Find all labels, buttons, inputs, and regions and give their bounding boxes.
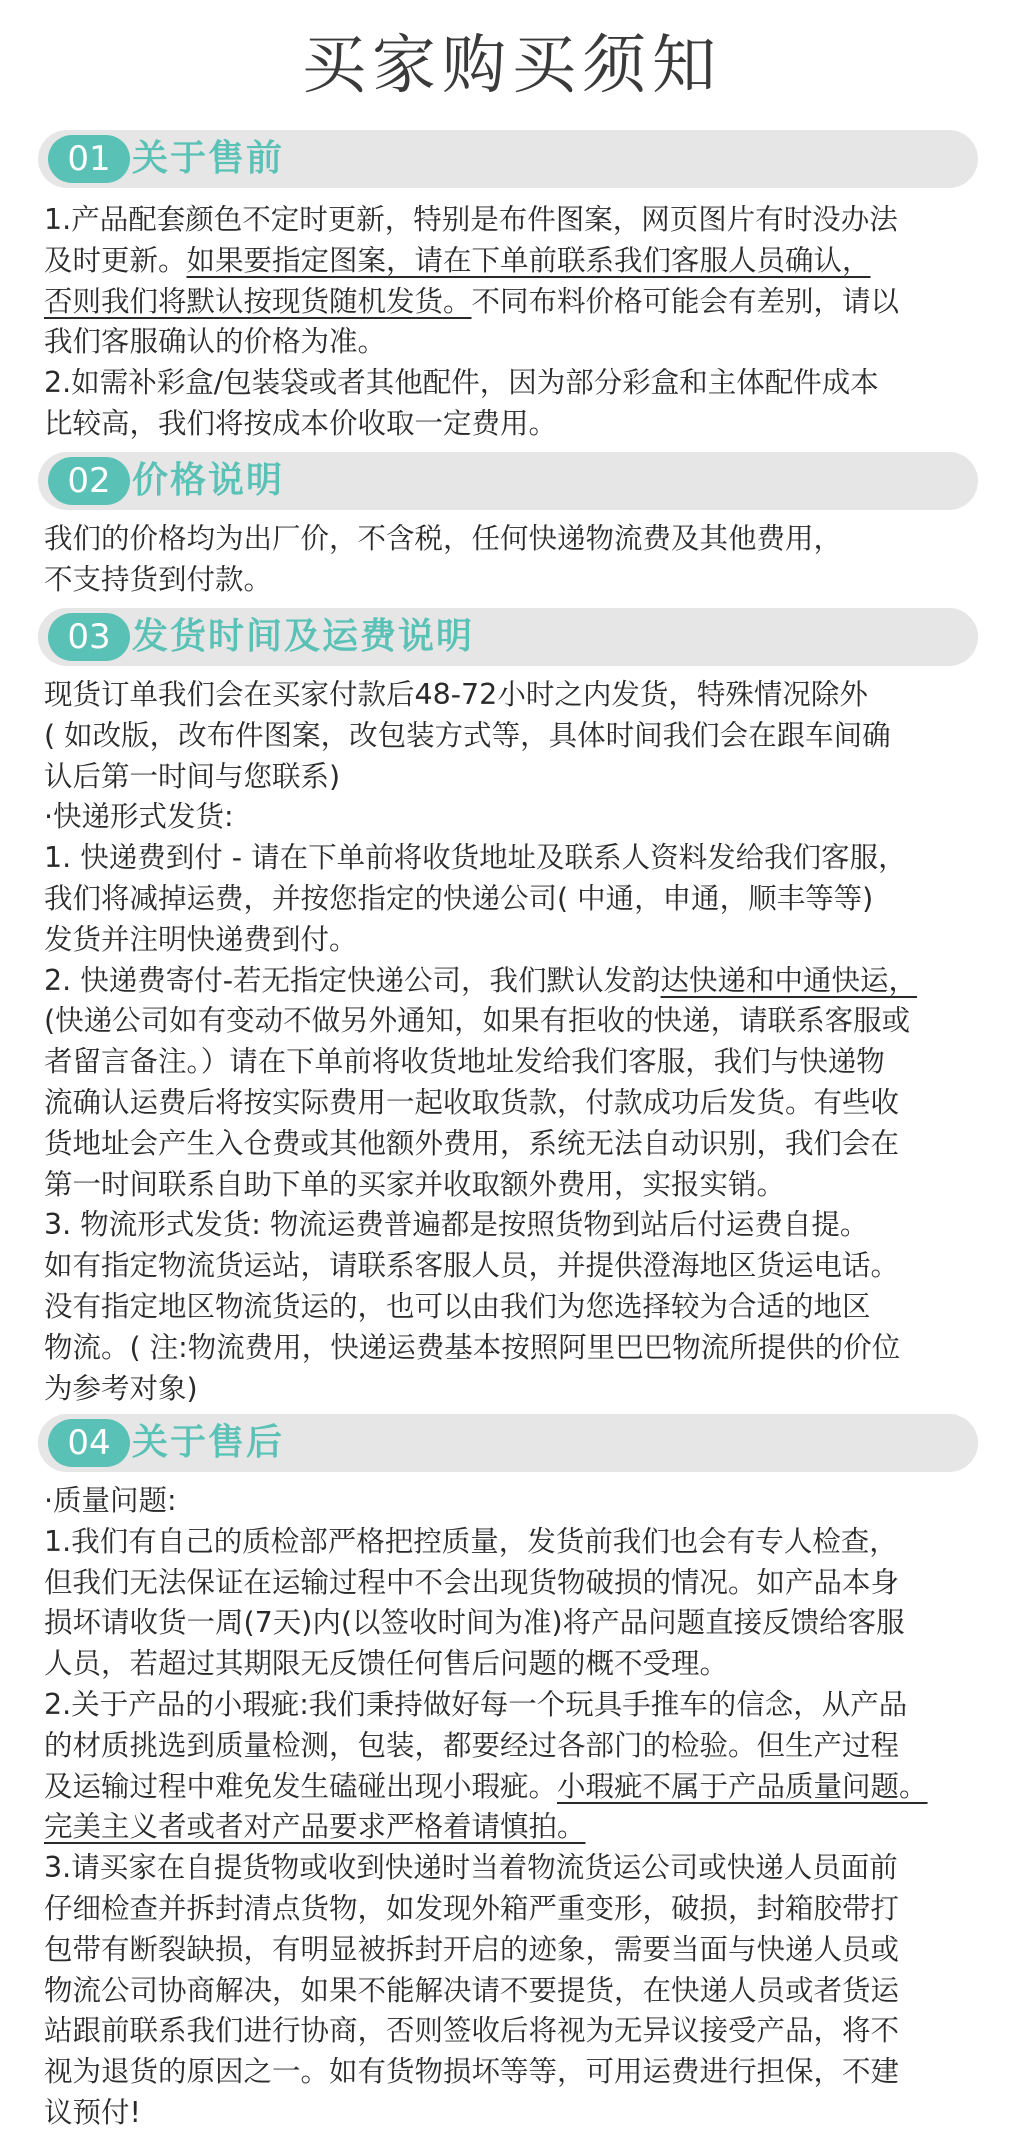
text-line bbox=[44, 1205, 994, 1246]
emphasis-text: 达快递和中通快运， bbox=[660, 963, 918, 997]
text-line bbox=[44, 1767, 994, 1808]
body-text: 没有指定地区物流货运的，也可以由我们为您选择较为合适的地区 bbox=[44, 1289, 871, 1323]
text-line bbox=[44, 920, 994, 961]
text-line bbox=[44, 1001, 994, 1042]
body-text: 1.我们有自己的质检部严格把控质量，发货前我们也会有专人检查， bbox=[44, 1524, 898, 1558]
body-text: 1.产品配套颜色不定时更新，特别是布件图案，网页图片有时没办法 bbox=[44, 203, 898, 236]
text-line bbox=[44, 1889, 994, 1930]
text-line bbox=[44, 404, 994, 445]
body-text: 我们客服确认的价格为准。 bbox=[44, 325, 387, 359]
body-text: (快递公司如有变动不做另外通知，如果有拒收的快递，请联系客服或 bbox=[44, 1004, 911, 1038]
body-text: 为参考对象) bbox=[44, 1371, 198, 1405]
text-line bbox=[44, 1971, 994, 2012]
body-text: 议预付! bbox=[44, 2095, 141, 2129]
text-line bbox=[44, 1603, 994, 1644]
text-line bbox=[44, 675, 994, 716]
section-number-badge: 03 bbox=[48, 613, 130, 661]
text-line bbox=[44, 1042, 994, 1083]
body-text: 2.关于产品的小瑕疵:我们秉持做好每一个玩具手推车的信念，从产品 bbox=[44, 1687, 908, 1721]
body-text: 人员，若超过其期限无反馈任何售后问题的概不受理。 bbox=[44, 1647, 729, 1681]
text-line bbox=[44, 1246, 994, 1287]
body-text: 2.如需补彩盒/包装袋或者其他配件，因为部分彩盒和主体配件成本 bbox=[44, 366, 879, 400]
text-line bbox=[44, 2093, 994, 2134]
body-text: 但我们无法保证在运输过程中不会出现货物破损的情况。如产品本身 bbox=[44, 1565, 900, 1599]
body-text: 流确认运费后将按实际费用一起收取货款，付款成功后发货。有些收 bbox=[44, 1085, 900, 1119]
body-text: ·快递形式发货: bbox=[44, 800, 234, 834]
body-text: 1. 快递费到付 - 请在下单前将收货地址及联系人资料发给我们客服， bbox=[44, 841, 907, 875]
body-text: 物流公司协商解决，如果不能解决请不要提货，在快递人员或者货运 bbox=[44, 1973, 900, 2007]
body-text: 的材质挑选到质量检测，包装，都要经过各部门的检验。但生产过程 bbox=[44, 1728, 900, 1762]
body-text: 第一时间联系自助下单的买家并收取额外费用，实报实销。 bbox=[44, 1167, 786, 1201]
body-text: 认后第一时间与您联系) bbox=[44, 759, 341, 793]
text-line bbox=[44, 1563, 994, 1604]
text-line bbox=[44, 282, 994, 323]
body-text: 及运输过程中难免发生磕碰出现小瑕疵。 bbox=[44, 1769, 558, 1803]
body-text: 仔细检查并拆封清点货物，如发现外箱严重变形，破损，封箱胶带打 bbox=[44, 1891, 900, 1925]
body-text: 现货订单我们会在买家付款后48-72小时之内发货，特殊情况除外 bbox=[44, 678, 868, 711]
section-body-04 bbox=[44, 1481, 994, 2134]
body-text: ·质量问题: bbox=[44, 1484, 177, 1517]
text-line bbox=[44, 363, 994, 404]
text-line bbox=[44, 1369, 994, 1410]
body-text: 物流。( 注:物流费用，快递运费基本按照阿里巴巴物流所提供的价位 bbox=[44, 1330, 901, 1364]
emphasis-text: 小瑕疵不属于产品质量问题。 bbox=[557, 1769, 928, 1803]
section-number-badge: 01 bbox=[48, 135, 130, 183]
body-text: 不支持货到付款。 bbox=[44, 562, 273, 596]
text-line bbox=[44, 1685, 994, 1726]
text-line bbox=[44, 2011, 994, 2052]
text-line bbox=[44, 1726, 994, 1767]
emphasis-text: 如果要指定图案，请在下单前联系我们客服人员确认， bbox=[186, 243, 871, 277]
body-text: 视为退货的原因之一。如有货物损坏等等，可用运费进行担保，不建 bbox=[44, 2055, 900, 2089]
page-title: 买家购买须知 bbox=[302, 29, 722, 103]
text-line bbox=[44, 1644, 994, 1685]
text-line bbox=[44, 1481, 994, 1522]
section-header-01 bbox=[38, 130, 978, 188]
text-line bbox=[44, 1930, 994, 1971]
body-text: 我们的价格均为出厂价，不含税，任何快递物流费及其他费用， bbox=[44, 522, 843, 555]
body-text: 包带有断裂缺损，有明显被拆封开启的迹象，需要当面与快递人员或 bbox=[44, 1932, 900, 1966]
text-line bbox=[44, 322, 994, 363]
section-body-02 bbox=[44, 519, 994, 601]
text-line bbox=[44, 797, 994, 838]
text-line bbox=[44, 1287, 994, 1328]
text-line bbox=[44, 2052, 994, 2093]
text-line bbox=[44, 1522, 994, 1563]
section-header-02 bbox=[38, 452, 978, 510]
text-line bbox=[44, 241, 994, 282]
text-line bbox=[44, 1848, 994, 1889]
body-text: 者留言备注。）请在下单前将收货地址发给我们客服，我们与快递物 bbox=[44, 1045, 885, 1079]
section-header-04 bbox=[38, 1414, 978, 1472]
text-line bbox=[44, 757, 994, 798]
text-line bbox=[44, 1807, 994, 1848]
text-line bbox=[44, 1083, 994, 1124]
text-line bbox=[44, 1165, 994, 1206]
body-text: 不同布料价格可能会有差别，请以 bbox=[471, 284, 900, 318]
text-line bbox=[44, 838, 994, 879]
body-text: 比较高，我们将按成本价收取一定费用。 bbox=[44, 406, 558, 440]
text-line bbox=[44, 1124, 994, 1165]
text-line bbox=[44, 879, 994, 920]
section-title: 发货时间及运费说明 bbox=[132, 616, 475, 657]
section-header-03 bbox=[38, 608, 978, 666]
body-text: ( 如改版，改布件图案，改包装方式等，具体时间我们会在跟车间确 bbox=[44, 718, 891, 752]
body-text: 我们将减掉运费，并按您指定的快递公司( 中通，申通，顺丰等等) bbox=[44, 881, 874, 915]
text-line bbox=[44, 961, 994, 1002]
body-text: 3.请买家在自提货物或收到快递时当着物流货运公司或快递人员面前 bbox=[44, 1851, 898, 1885]
text-line bbox=[44, 1328, 994, 1369]
body-text: 及时更新。 bbox=[44, 243, 187, 277]
body-text: 货地址会产生入仓费或其他额外费用，系统无法自动识别，我们会在 bbox=[44, 1126, 900, 1160]
emphasis-text: 完美主义者或者对产品要求严格着请慎拍。 bbox=[44, 1810, 586, 1844]
body-text: 3. 物流形式发货: 物流运费普遍都是按照货物到站后付运费自提。 bbox=[44, 1208, 869, 1242]
text-line bbox=[44, 519, 994, 560]
section-number-badge: 04 bbox=[48, 1419, 130, 1467]
section-title: 价格说明 bbox=[132, 460, 285, 501]
text-line bbox=[44, 716, 994, 757]
emphasis-text: 否则我们将默认按现货随机发货。 bbox=[44, 284, 472, 318]
text-line bbox=[44, 560, 994, 601]
section-number-badge: 02 bbox=[48, 457, 130, 505]
section-body-01 bbox=[44, 200, 994, 445]
body-text: 如有指定物流货运站，请联系客服人员，并提供澄海地区货运电话。 bbox=[44, 1249, 900, 1283]
text-line bbox=[44, 200, 994, 241]
section-title: 关于售前 bbox=[132, 138, 285, 179]
body-text: 站跟前联系我们进行协商，否则签收后将视为无异议接受产品，将不 bbox=[44, 2014, 900, 2048]
section-body-03 bbox=[44, 675, 994, 1409]
body-text: 发货并注明快递费到付。 bbox=[44, 922, 358, 956]
body-text: 2. 快递费寄付-若无指定快递公司，我们默认发韵 bbox=[44, 963, 661, 997]
section-title: 关于售后 bbox=[132, 1422, 285, 1463]
body-text: 损坏请收货一周(7天)内(以签收时间为准)将产品问题直接反馈给客服 bbox=[44, 1606, 905, 1640]
